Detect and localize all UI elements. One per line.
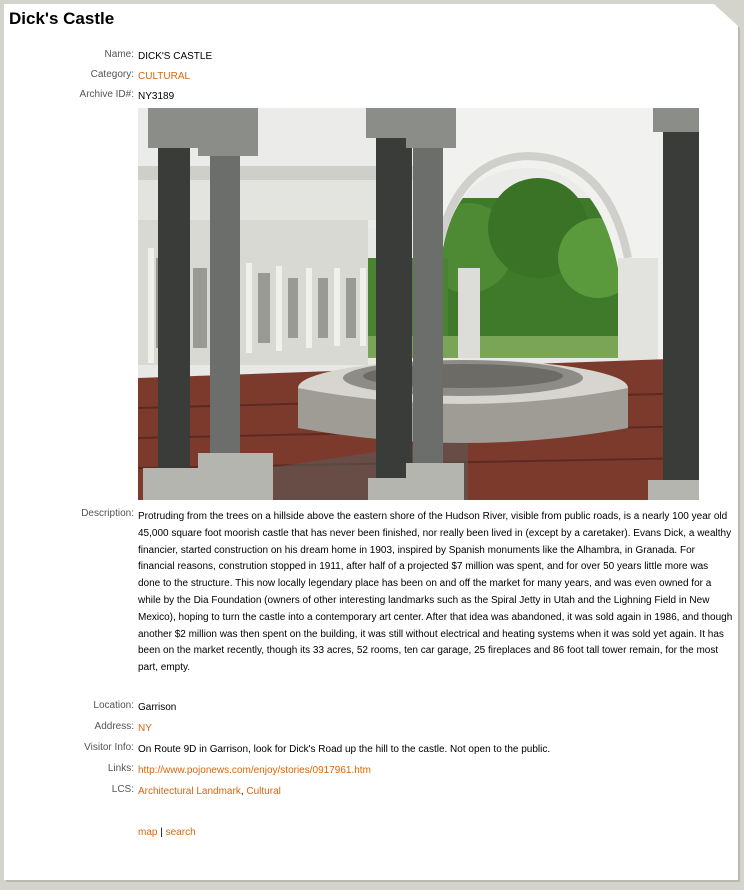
category-link[interactable]: CULTURAL xyxy=(138,71,191,82)
castle-photo xyxy=(138,108,699,500)
archive-id-value: NY3189 xyxy=(138,91,175,102)
description-text: Protruding from the trees on a hillside above the eastern shore of the Hudson River, visible from public roads, is a nearly 100 year old 45,000 square foot moorish castle that has never been finished, nor really been lived in (except by a caretaker). Evans Dick, a wealthy financier, started construction on his dream home in 1903, inspired by Spanish monuments like the Alhambra, in Granada. For financial reasons, constrution stopped in 1911, after half of a projected $7 million was spent, and for over 50 years little more was done to the structure. This now locally legendary place has been on and off the market for many years, and was even owned for a while by the Dia Foundation (owners of other interesting landmarks such as the Spiral Jetty in Utah and the Lighning Field in New Mexico), hoping to turn the castle into a contemporary art center. After that idea was abandoned, it was sold again in 1986, and though another $2 million was then spent on the building, it was still without electrical and heating systems when it was sold yet again. It has been on the market recently, though its 33 acres, 52 rooms, ten car garage, 25 fireplaces and 86 foot tall tower remain, for the most part, empty. xyxy=(138,511,733,674)
location-label: Location: xyxy=(93,700,134,711)
description-label: Description: xyxy=(81,508,134,519)
lcs-link-cultural[interactable]: Cultural xyxy=(246,786,281,797)
links-label: Links: xyxy=(107,763,134,774)
footer-separator: | xyxy=(157,827,166,838)
lcs-values xyxy=(138,786,281,797)
name-label: Name: xyxy=(104,49,134,60)
name-value: DICK'S CASTLE xyxy=(138,51,213,62)
page-title: Dick's Castle xyxy=(9,9,115,28)
archive-id-label: Archive ID#: xyxy=(79,89,134,100)
map-link[interactable]: map xyxy=(138,827,158,838)
lcs-label: LCS: xyxy=(111,784,134,795)
visitor-info-label: Visitor Info: xyxy=(84,742,134,753)
location-value: Garrison xyxy=(138,702,177,713)
lcs-link-architectural-landmark[interactable]: Architectural Landmark xyxy=(138,786,241,797)
lcs-separator: , xyxy=(240,786,247,797)
external-link[interactable]: http://www.pojonews.com/enjoy/stories/0917961.htm xyxy=(138,765,371,776)
visitor-info-value: On Route 9D in Garrison, look for Dick's Road up the hill to the castle. Not open to the public. xyxy=(138,744,551,755)
search-link[interactable]: search xyxy=(165,827,196,838)
address-label: Address: xyxy=(94,721,134,732)
category-label: Category: xyxy=(90,69,134,80)
address-link[interactable]: NY xyxy=(138,723,152,734)
